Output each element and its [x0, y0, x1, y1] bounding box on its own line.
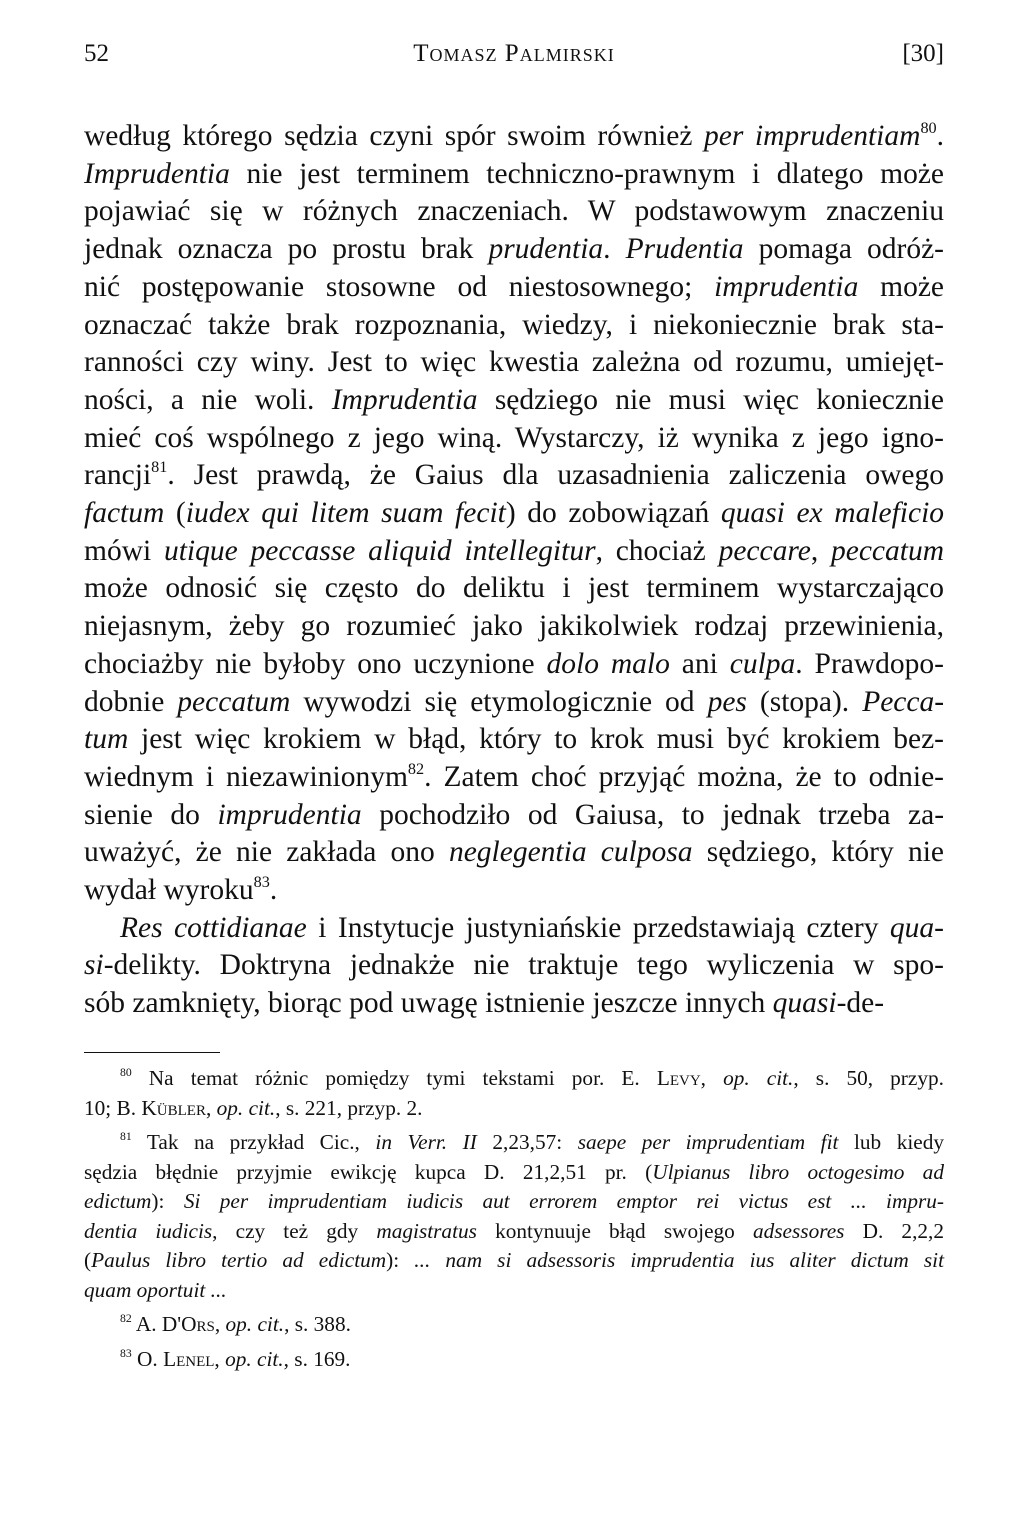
text-run: kontynuuje błąd swojego — [495, 1218, 735, 1243]
footnote-ref-80[interactable]: 80 — [920, 118, 937, 137]
text-line — [84, 457, 944, 495]
latin-term: peccatum — [830, 534, 945, 567]
ellipsis: ... — [414, 1248, 431, 1272]
text-line: $^{80}$ Na temat różnic pomiędzy tymi tekstami por. E. Levy, op. cit., s. 50, przyp. — [120, 1066, 944, 1090]
text-line: ranności czy winy. Jest to więc kwestia zależna od rozumu, umiejęt- — [84, 346, 944, 379]
text-run: sędziego, który nie — [706, 836, 944, 869]
footnote-83 — [84, 1345, 944, 1375]
latin-term: si — [84, 949, 104, 982]
latin-term: iudex qui litem suam fecit — [185, 497, 506, 530]
latin-term: dentia iudicis — [84, 1218, 213, 1243]
latin-term: prudentia — [488, 233, 604, 266]
text-run: . Jest prawdą, że Gaius dla uzasadnienia zaliczenia owego — [167, 459, 944, 492]
text-line: factum (iudex qui litem suam fecit) do zobowiązań quasi ex maleficio — [84, 497, 945, 530]
text-run: jest więc krokiem w błąd, który to krok musi być krokiem bez- — [141, 723, 944, 756]
text-line — [84, 1187, 944, 1217]
text-line: oznaczać także brak rozpoznania, wiedzy, i niekoniecznie brak sta- — [84, 308, 944, 341]
text-run: , chociaż — [595, 534, 706, 567]
latin-term: Si per imprudentiam iudicis aut errorem emptor rei victus est — [183, 1189, 832, 1213]
text-line — [84, 797, 944, 835]
text-run: uważyć, że nie zakłada ono — [84, 836, 435, 869]
latin-term: quasi ex maleficio — [720, 497, 945, 530]
text-line — [84, 382, 944, 420]
author-name: Lenel — [163, 1346, 215, 1371]
text-line: wydał wyroku$^{83}$. — [84, 872, 278, 907]
latin-term: Imprudentia — [84, 157, 230, 190]
citation-abbrev: op. cit. — [216, 1095, 276, 1120]
latin-term: factum — [84, 497, 165, 530]
ellipsis: ... — [850, 1189, 867, 1213]
text-run: ): — [151, 1189, 165, 1213]
text-line: (Paulus libro tertio ad edictum): ... nam si adsessoris imprudentia ius aliter dictum sit — [84, 1248, 944, 1272]
text-run: nie jest terminem techniczno-prawnym i dlatego może — [246, 157, 945, 190]
text-run: O. — [137, 1346, 158, 1371]
author-name: Kübler — [141, 1095, 206, 1120]
latin-term: utique peccasse aliquid intellegitur — [163, 534, 596, 567]
text-run: D. 2,2,2 — [862, 1218, 945, 1243]
latin-term: Res cottidianae — [120, 911, 307, 944]
text-line — [84, 1217, 944, 1247]
text-run: , czy też gdy — [212, 1218, 359, 1243]
text-run: pochodziło od Gaiusa, to jednak trzeba za- — [379, 798, 945, 831]
text-run: wywodzi się etymologicznie od — [303, 685, 695, 718]
footnote-81 — [84, 1128, 944, 1305]
text-line: może odnosić się często do deliktu i jest terminem wystarczająco — [84, 572, 944, 605]
latin-term: edictum — [84, 1189, 152, 1213]
text-run: sób zamknięty, biorąc pod uwagę istnienie jeszcze innych — [84, 987, 766, 1020]
text-line: $^{83}$ O. Lenel, op. cit., s. 169. — [120, 1346, 351, 1371]
latin-term: adsessores — [752, 1218, 845, 1243]
text-line — [84, 684, 944, 722]
text-run: do zobowiązań — [527, 497, 710, 530]
author-name: Ors — [181, 1312, 215, 1336]
text-line — [84, 910, 944, 948]
footnote-number: 80 — [120, 1066, 132, 1080]
footnotes — [84, 1064, 944, 1379]
text-line: pojawiać się w różnych znaczeniach. W podstawowym znaczeniu — [84, 195, 944, 228]
latin-term: qua- — [889, 911, 944, 944]
paragraph-1 — [84, 118, 944, 910]
text-run: chociażby nie byłoby ono uczynione — [84, 647, 535, 680]
text-line: według którego sędzia czyni spór swoim również per imprudentiam$^{80}$. — [84, 118, 945, 152]
text-run: . Zatem choć przyjąć można, że to odnie- — [424, 760, 944, 793]
footnote-number: 82 — [120, 1312, 132, 1326]
text-line — [84, 1276, 944, 1306]
latin-term: dolo malo — [546, 647, 670, 680]
footnote-ref-81[interactable]: 81 — [151, 458, 168, 477]
author-name: Levy — [656, 1066, 701, 1090]
latin-term: per imprudentiam — [704, 120, 921, 152]
text-run: ani — [681, 647, 718, 680]
main-text — [84, 118, 944, 1023]
text-run: i Instytucje justyniańskie przedstawiają cztery — [318, 911, 879, 944]
text-run: dobnie — [84, 685, 165, 718]
text-run: 10; B. — [84, 1095, 137, 1120]
latin-term: Prudentia — [625, 233, 744, 266]
text-line — [84, 721, 944, 759]
text-run: pomaga odróż- — [758, 233, 944, 266]
text-run: wiednym i niezawinionym — [84, 760, 408, 793]
latin-term: Paulus libro tertio ad edictum — [91, 1248, 387, 1272]
text-line — [84, 947, 944, 985]
footnote-80 — [84, 1064, 944, 1123]
latin-term: Imprudentia — [331, 383, 478, 416]
text-line — [84, 985, 944, 1023]
footnote-ref-83[interactable]: 83 — [253, 872, 270, 891]
text-line — [84, 759, 944, 797]
footnote-82 — [84, 1310, 944, 1340]
latin-term: Ulpianus libro octogesimo ad — [652, 1159, 944, 1184]
text-run: rancji — [84, 459, 152, 492]
footnote-number: 81 — [120, 1130, 132, 1144]
page-number: 52 — [84, 40, 109, 67]
text-run: ności, a nie woli. — [84, 383, 315, 416]
text-run: Na temat różnic pomiędzy tymi tekstami por. E. — [148, 1066, 640, 1090]
text-run: lub kiedy — [853, 1130, 945, 1154]
footnote-separator — [84, 1052, 220, 1053]
latin-term: peccatum — [177, 685, 291, 718]
text-line: mówi utique peccasse aliquid intellegitur, chociaż peccare, peccatum — [84, 534, 945, 567]
text-line: 10; B. Kübler, op. cit., s. 221, przyp. 2. — [84, 1095, 423, 1120]
text-line: niejasnym, żeby go rozumieć jako jakikolwiek rodzaj przewinienia, — [84, 610, 944, 643]
text-run: A. D' — [135, 1312, 182, 1336]
text-run: Tak na przykład Cic., — [146, 1130, 360, 1154]
text-run: -delikty. Doktryna jednakże nie traktuje tego wyliczenia w spo- — [103, 949, 944, 982]
latin-term: peccare — [718, 534, 811, 567]
latin-term: imprudentia — [217, 798, 362, 831]
text-line: jednak oznacza po prostu brak prudentia. Prudentia pomaga odróż- — [84, 233, 944, 266]
text-line: mieć coś wspólnego z jego winą. Wystarczy, iż wynika z jego igno- — [84, 421, 944, 454]
text-run: według którego sędzia czyni spór swoim również — [84, 120, 693, 152]
text-run: . Prawdopo- — [795, 647, 945, 680]
text-run: -de- — [836, 987, 885, 1020]
latin-term: quasi — [772, 987, 837, 1020]
latin-term: culpa — [729, 647, 796, 680]
text-run: nić postępowanie stosowne od niestosownego; — [84, 270, 693, 303]
text-run: , s. 50, przyp. — [793, 1066, 944, 1090]
latin-term: nam si adsessoris imprudentia ius aliter dictum sit — [445, 1248, 944, 1272]
text-line — [84, 646, 944, 684]
text-run: 2,23,57: — [492, 1130, 563, 1154]
text-run: (stopa). — [759, 685, 850, 718]
latin-term: pes — [707, 685, 747, 718]
text-line — [84, 1158, 944, 1188]
citation-abbrev: op. cit. — [225, 1346, 284, 1371]
latin-term: impru- — [886, 1189, 945, 1213]
latin-term: neglegentia culposa — [448, 836, 693, 869]
latin-term: in Verr. II — [375, 1130, 477, 1154]
text-run: mówi — [84, 534, 152, 567]
citation-abbrev: op. cit. — [225, 1312, 285, 1336]
latin-term: imprudentia — [714, 270, 859, 303]
text-run: sędziego nie musi więc koniecznie — [494, 383, 944, 416]
latin-term: Pecca- — [862, 685, 945, 718]
text-run: , s. 169. — [283, 1346, 351, 1371]
citation-abbrev: op. cit. — [723, 1066, 794, 1090]
latin-term: quam oportuit — [84, 1277, 206, 1302]
text-line — [84, 834, 944, 872]
ellipsis: ... — [210, 1277, 227, 1302]
footnote-number: 83 — [120, 1346, 132, 1360]
latin-term: saepe per imprudentiam fit — [577, 1130, 839, 1154]
footnote-ref-82[interactable]: 82 — [407, 759, 425, 778]
paragraph-2 — [84, 910, 944, 1023]
text-run: sędzia błędnie przyjmie ewikcję kupca D. 21,2,51 pr. ( — [84, 1159, 653, 1184]
text-line — [84, 156, 944, 194]
running-head — [84, 34, 944, 74]
text-line — [84, 269, 944, 307]
running-title-author: Tomasz Palmirski — [413, 40, 615, 67]
original-page-number: [30] — [902, 40, 944, 67]
text-run: jednak oznacza po prostu brak — [84, 233, 474, 266]
text-line: $^{82}$ A. D'Ors, op. cit., s. 388. — [120, 1312, 351, 1336]
text-run: może — [880, 270, 945, 303]
text-run: , s. 221, przyp. 2. — [275, 1095, 423, 1120]
text-line — [84, 1128, 944, 1158]
text-run: , s. 388. — [284, 1312, 351, 1336]
text-run: sienie do — [84, 798, 200, 831]
latin-term: tum — [84, 723, 129, 756]
latin-term: magistratus — [376, 1218, 477, 1243]
text-run: wydał wyroku — [84, 874, 254, 907]
